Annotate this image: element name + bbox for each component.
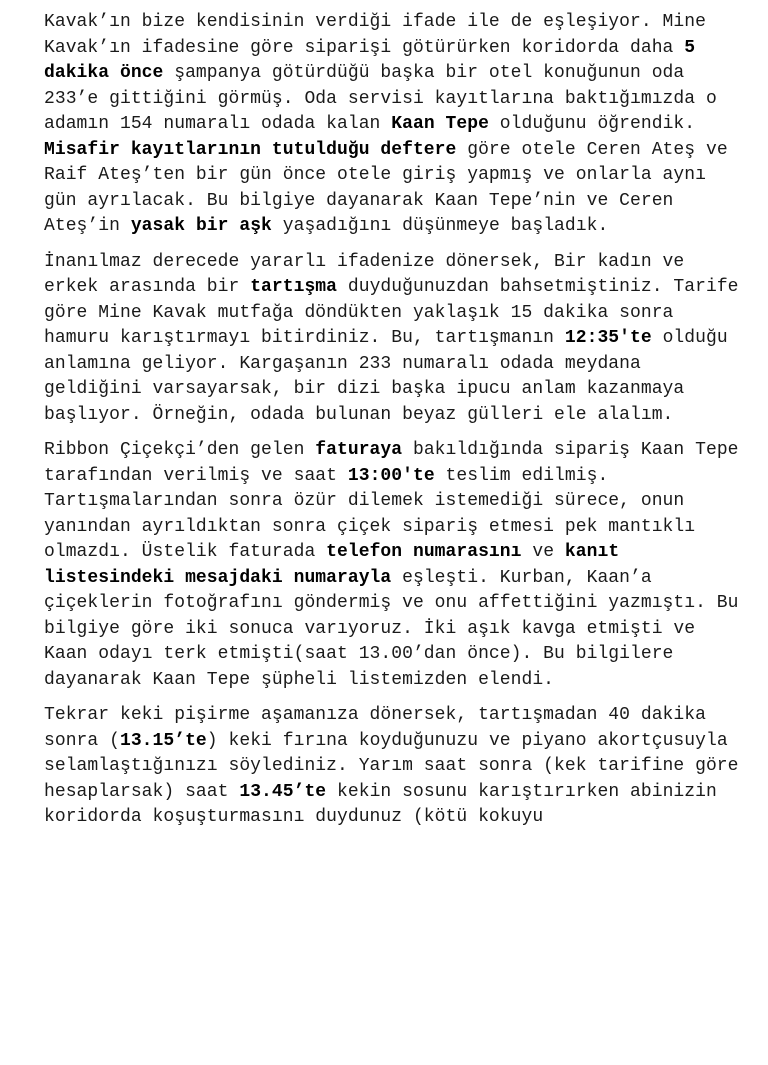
text-run: duyduğunuzdan bahsetmiştiniz. Tarife göre Mine Kavak mutfağa döndükten yaklaşık 15 dakika sonra hamuru karıştırmayı bitirdiniz. Bu, tartışmanın bbox=[44, 277, 739, 348]
text-run: olduğunu öğrendik. bbox=[488, 114, 696, 134]
emphasis-run: 13.15’te bbox=[119, 730, 207, 751]
emphasis-run: 13.45’te bbox=[239, 781, 327, 802]
text-run: bakıldığında sipariş Kaan Tepe tarafından verilmiş ve saat bbox=[44, 440, 739, 486]
emphasis-run: 5 dakika önce bbox=[44, 37, 696, 83]
paragraph-3 bbox=[44, 438, 744, 693]
paragraph-2 bbox=[44, 250, 744, 429]
text-run: kekin sosunu karıştırırken abinizin koridorda koşuşturmasını duydunuz (kötü kokuyu bbox=[44, 781, 717, 827]
emphasis-run: faturaya bbox=[315, 440, 403, 460]
text-run: Ribbon Çiçekçi’den gelen bbox=[44, 440, 316, 460]
emphasis-run: Kaan Tepe bbox=[391, 114, 489, 134]
text-run: şampanya götürdüğü başka bir otel konuğunun oda 233’e gittiğini görmüş. Oda servisi kayıtlarına baktığımızda o adamın 154 numaralı odada kalan bbox=[44, 63, 717, 134]
text-run: teslim edilmiş. Tartışmalarından sonra özür dilemek istemediği sürece, onun yanından ayrıldıktan sonra çiçek sipariş etmesi pek mantıklı olmazdı. Üstelik faturada bbox=[44, 465, 696, 562]
paragraph-4 bbox=[44, 703, 744, 831]
emphasis-run: 13:00'te bbox=[347, 465, 435, 486]
text-run: olduğu anlamına geliyor. Kargaşanın 233 numaralı odada meydana geldiğini varsayarsak, bir dizi başka ipucu anlam kazanmaya başlıyor. Örneğin, odada bulunan beyaz gülleri ele alalım. bbox=[44, 328, 728, 425]
emphasis-run: 12:35'te bbox=[564, 328, 652, 348]
emphasis-run: kanıt listesindeki mesajdaki numarayla bbox=[44, 542, 620, 588]
text-run: Kavak’ın bize kendisinin verdiği ifade ile de eşleşiyor. Mine Kavak’ın ifadesine göre siparişi götürürken koridorda daha bbox=[44, 12, 706, 58]
emphasis-run: telefon numarasını bbox=[326, 542, 522, 562]
text-run: İnanılmaz derecede yararlı ifadenize dönersek, Bir kadın ve erkek arasında bir bbox=[44, 251, 685, 297]
paragraph-1 bbox=[44, 10, 744, 240]
text-run: göre otele Ceren Ateş ve Raif Ateş’ten bir gün önce otele giriş yapmış ve onlarla aynı gün ayrılacak. Bu bilgiye dayanarak Kaan Tepe’nin ve Ceren Ateş’in bbox=[44, 139, 728, 236]
text-run: yaşadığını düşünmeye başladık. bbox=[271, 216, 609, 236]
emphasis-run: yasak bir aşk bbox=[130, 216, 272, 236]
text-run: ) keki fırına koyduğunuzu ve piyano akortçusuyla selamlaştığınızı söylediniz. Yarım saat sonra (kek tarifine göre hesaplarsak) saat bbox=[44, 730, 739, 802]
document-page bbox=[44, 10, 744, 841]
text-run: eşleşti. Kurban, Kaan’a çiçeklerin fotoğrafını göndermiş ve onu affettiğini yazmıştı. Bu bilgiye göre iki sonuca varıyoruz. İki aşık kavga etmişti ve Kaan odayı terk etmişti(saat 13.00’dan önce). Bu bilgilere dayanarak Kaan Tepe şüpheli listemizden elendi. bbox=[44, 567, 739, 690]
text-run: ve bbox=[521, 542, 565, 562]
emphasis-run: tartışma bbox=[250, 277, 338, 297]
emphasis-run: Misafir kayıtlarının tutulduğu deftere bbox=[44, 139, 457, 160]
text-run: Tekrar keki pişirme aşamanıza dönersek, tartışmadan 40 dakika sonra ( bbox=[44, 705, 706, 751]
